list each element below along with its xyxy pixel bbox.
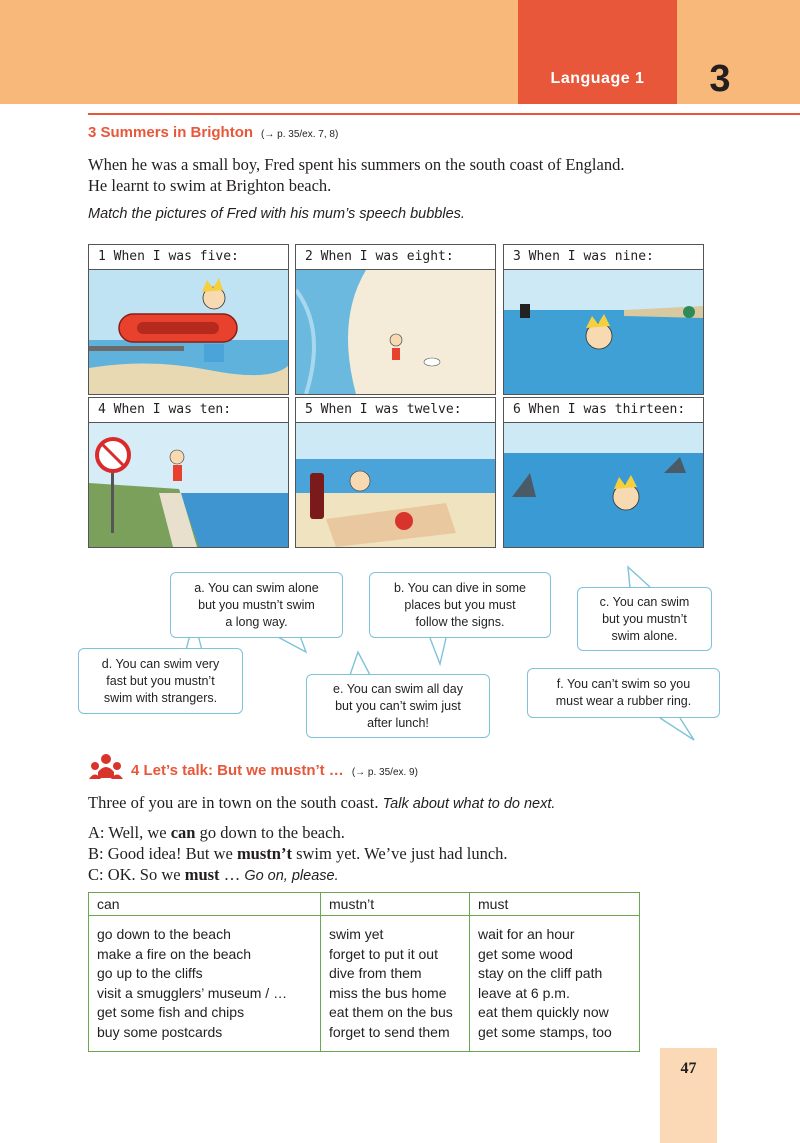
bubble-f-line-2: must wear a rubber ring. xyxy=(555,694,692,708)
panel-caption: 5 When I was twelve: xyxy=(296,398,495,423)
exercise-3-intro xyxy=(88,154,624,196)
table-cell: make a fire on the beach xyxy=(97,945,252,962)
exercise-4-intro-text: Three of you are in town on the south coast. xyxy=(88,793,379,812)
bubble-c-line-2: but you mustn’t xyxy=(602,611,687,626)
fred-rubber-ring-illustration xyxy=(89,270,288,394)
must-list xyxy=(470,916,639,1042)
dialogue-line-a xyxy=(88,822,508,843)
intro-line-1: When he was a small boy, Fred spent his summers on the south coast of England. xyxy=(88,155,625,174)
table-header-can: can xyxy=(89,893,320,916)
bubble-c-line-3: swim alone. xyxy=(611,628,678,643)
bubble-d-line-2: fast but you mustn’t xyxy=(106,673,215,688)
dialogue-b-pre: B: Good idea! But we xyxy=(88,844,237,863)
table-cell: stay on the cliff path xyxy=(478,965,603,981)
exercise-4-heading xyxy=(131,762,418,779)
comic-panel-3 xyxy=(503,244,704,395)
exercise-4-intro xyxy=(88,792,555,815)
bubble-d-line-3: swim with strangers. xyxy=(103,690,218,705)
table-cell: miss the bus home xyxy=(329,984,447,1001)
exercise-4-ref: (→ p. 35/ex. 9) xyxy=(351,767,418,778)
bubble-f-line-1: f. You can’t swim so you xyxy=(556,677,691,691)
table-cell: buy some postcards xyxy=(97,1023,223,1040)
dialogue-c-pre: C: OK. So we xyxy=(88,865,185,884)
panel-caption: 1 When I was five: xyxy=(89,245,288,270)
table-cell: eat them on the bus xyxy=(329,1004,453,1020)
dialogue xyxy=(88,822,508,887)
table-cell: eat them quickly now xyxy=(478,1004,609,1020)
dialogue-c-italic: Go on, please. xyxy=(244,868,339,884)
bubble-a-line-2: but you mustn’t swim xyxy=(198,597,315,612)
bubble-e-line-1: e. You can swim all day xyxy=(333,681,463,696)
table-cell: forget to send them xyxy=(329,1023,450,1040)
comic-panel-6 xyxy=(503,397,704,548)
bubble-e-line-3: after lunch! xyxy=(367,715,429,730)
panel-caption: 3 When I was nine: xyxy=(504,245,703,270)
exercise-3-ref: (→ p. 35/ex. 7, 8) xyxy=(261,129,339,140)
fred-on-beach-illustration xyxy=(296,270,495,394)
table-cell: get some wood xyxy=(478,945,573,962)
table-cell: go down to the beach xyxy=(97,926,231,942)
page-number: 47 xyxy=(680,1060,697,1077)
table-column-must xyxy=(470,893,639,1051)
panel-caption: 2 When I was eight: xyxy=(296,245,495,270)
dialogue-b-post: swim yet. We’ve just had lunch. xyxy=(291,844,508,863)
table-cell: wait for an hour xyxy=(478,926,575,942)
can-list xyxy=(89,916,320,1042)
bubble-c-line-1: c. You can swim xyxy=(599,594,690,609)
section-label: Language 1 xyxy=(550,70,645,87)
table-column-mustnt xyxy=(321,893,469,1051)
section-tab xyxy=(518,0,677,104)
dialogue-a-bold: can xyxy=(170,823,196,842)
speech-bubble-d xyxy=(78,648,243,714)
bubble-b-line-2: places but you must xyxy=(404,597,516,612)
speech-bubble-e xyxy=(306,674,490,738)
bubble-b-line-1: b. You can dive in some xyxy=(393,580,527,595)
bubble-a-line-3: a long way. xyxy=(225,614,288,629)
fred-swimming-illustration xyxy=(504,270,703,394)
exercise-4-intro-italic: Talk about what to do next. xyxy=(382,796,556,812)
speech-bubble-a xyxy=(170,572,343,638)
exercise-3-heading xyxy=(88,124,338,141)
speech-bubble-c xyxy=(577,587,712,651)
dialogue-c-bold: must xyxy=(184,865,220,884)
fred-picnic-illustration xyxy=(296,423,495,547)
exercise-3-title: 3 Summers in Brighton xyxy=(88,124,254,141)
dialogue-line-c xyxy=(88,864,508,887)
exercise-3-instruction: Match the pictures of Fred with his mum’s speech bubbles. xyxy=(88,206,465,222)
phrases-table xyxy=(88,892,640,1052)
table-cell: leave at 6 p.m. xyxy=(478,984,570,1001)
group-talk-icon xyxy=(88,752,124,782)
fred-shark-illustration xyxy=(504,423,703,547)
dialogue-c-post: … xyxy=(219,865,245,884)
bubble-e-line-2: but you can’t swim just xyxy=(335,698,461,713)
table-cell: swim yet xyxy=(329,926,384,942)
dialogue-line-b xyxy=(88,843,508,864)
comic-panel-4 xyxy=(88,397,289,548)
fred-cliff-no-diving-illustration xyxy=(89,423,288,547)
table-cell: get some stamps, too xyxy=(478,1023,612,1040)
bubble-d-line-1: d. You can swim very xyxy=(101,656,220,671)
dialogue-a-post: go down to the beach. xyxy=(195,823,345,842)
comic-panel-5 xyxy=(295,397,496,548)
table-header-mustnt: mustn’t xyxy=(321,893,469,916)
table-cell: dive from them xyxy=(329,965,422,981)
table-cell: visit a smugglers’ museum / … xyxy=(97,984,288,1001)
table-cell: go up to the cliffs xyxy=(97,965,203,981)
mustnt-list xyxy=(321,916,469,1042)
dialogue-b-bold: mustn’t xyxy=(236,844,292,863)
bubble-a-line-1: a. You can swim alone xyxy=(194,580,319,595)
bubble-b-line-3: follow the signs. xyxy=(415,614,505,629)
table-header-must: must xyxy=(470,893,639,916)
comic-panel-1 xyxy=(88,244,289,395)
intro-line-2: He learnt to swim at Brighton beach. xyxy=(88,176,332,195)
table-cell: forget to put it out xyxy=(329,945,438,962)
panel-caption: 6 When I was thirteen: xyxy=(504,398,703,423)
dialogue-a-pre: A: Well, we xyxy=(88,823,171,842)
exercise-4-title: 4 Let’s talk: But we mustn’t … xyxy=(131,762,344,779)
header-rule xyxy=(88,113,800,115)
panel-caption: 4 When I was ten: xyxy=(89,398,288,423)
speech-bubble-b xyxy=(369,572,551,638)
chapter-number: 3 xyxy=(709,58,731,100)
comic-panel-2 xyxy=(295,244,496,395)
speech-bubble-f xyxy=(527,668,720,718)
table-column-can xyxy=(89,893,320,1051)
page-number-box xyxy=(660,1048,717,1143)
table-cell: get some fish and chips xyxy=(97,1004,245,1020)
